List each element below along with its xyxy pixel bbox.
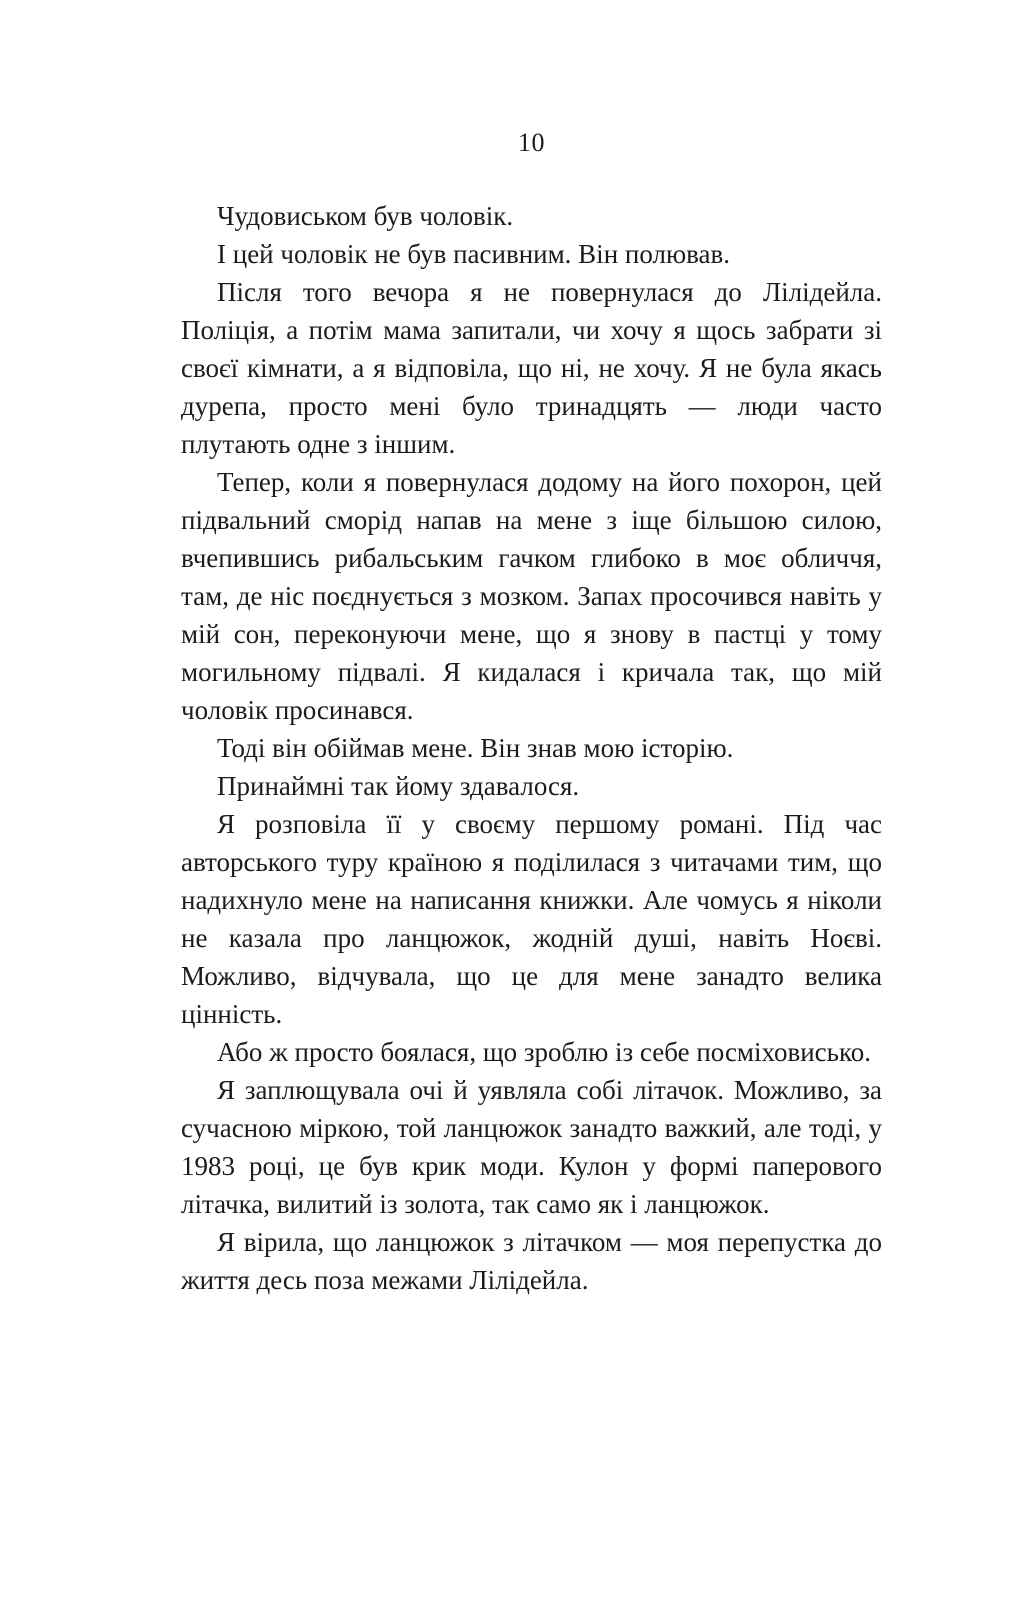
- paragraph: Тепер, коли я повернулася додому на його похорон, цей підвальний сморід напав на мене з іще більшою силою, вчепившись рибальським гачком глибоко в моє обличчя, там, де ніс поєднується з мозком. Запах просочився навіть у мій сон, переконуючи мене, що я знову в пастці у тому могильному підвалі. Я кидалася і кричала так, що мій чоловік просинався.: [181, 467, 882, 725]
- paragraph: Тоді він обіймав мене. Він знав мою історію.: [217, 733, 734, 763]
- text-block: [181, 197, 882, 1299]
- paragraph: Або ж просто боялася, що зроблю із себе посміховисько.: [217, 1037, 871, 1067]
- paragraph: Я розповіла її у своєму першому романі. Під час авторського туру країною я поділилася з читачами тим, що надихнуло мене на написання книжки. Але чомусь я ніколи не казала про ланцюжок, жодній душі, навіть Ноєві. Можливо, відчувала, що це для мене занадто велика цінність.: [181, 809, 882, 1029]
- paragraph: І цей чоловік не був пасивним. Він полював.: [217, 239, 730, 269]
- paragraph: Я заплющувала очі й уявляла собі літачок. Можливо, за сучасною міркою, той ланцюжок занадто важкий, але тоді, у 1983 році, це був крик моди. Кулон у формі паперового літачка, вилитий із золота, так само як і ланцюжок.: [181, 1075, 882, 1219]
- paragraph: Я вірила, що ланцюжок з літачком — моя перепустка до життя десь поза межами Лілідейла.: [181, 1227, 882, 1295]
- paragraph: Принаймні так йому здавалося.: [217, 771, 580, 801]
- page-number: 10: [518, 128, 545, 157]
- paragraph: Після того вечора я не повернулася до Лілідейла. Поліція, а потім мама запитали, чи хочу я щось забрати зі своєї кімнати, а я відповіла, що ні, не хочу. Я не була якась дурепа, просто мені було тринадцять — люди часто плутають одне з іншим.: [181, 277, 882, 459]
- paragraph: Чудовиськом був чоловік.: [217, 201, 514, 231]
